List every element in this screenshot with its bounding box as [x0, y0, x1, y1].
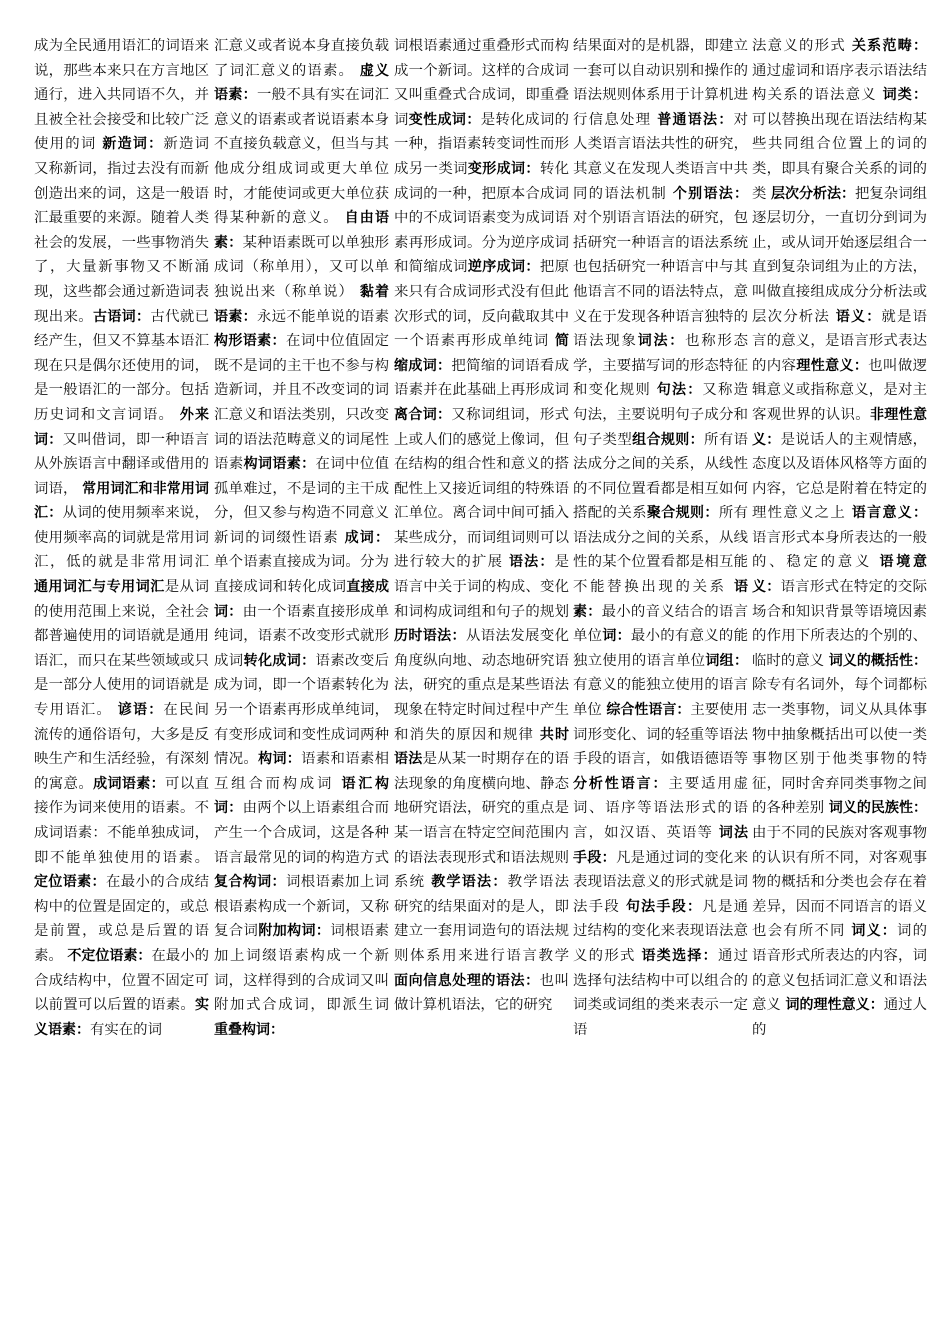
definition-text: 由于不同的民族对客观事物的认识有所不同，对客观事物的概括和分类也会存在着差异，因而不同语言的语义也会有所不同 — [752, 825, 927, 940]
definition-text: 是语言中关于词的构成、变化和词构成词组和句子的规划 — [394, 554, 569, 620]
definition-text: 在民间流传的通俗语句，大多是反映生产和生活经验，有深刻的寓意。 — [34, 702, 209, 792]
term-heading: 词： — [602, 628, 631, 645]
definition-text: 是从某一时期存在的语法现象的角度横向地、静态地研究语法，研究的重点是某一语言在特定空间范围内的语法表现形式和语法规则系统 — [394, 751, 569, 891]
term-heading: 词法手段： — [573, 825, 748, 866]
term-heading: 黏着语素： — [214, 283, 389, 325]
definition-text: 从语法发展变化角度纵向地、动态地研究语法，研究的重点是某些语法现象在特定时间过程中产生和消失的原因和规律 — [394, 628, 569, 743]
definition-text: 转化成词的一种，把原本合成词中的不成词语素变为成词语素再形成词。分为逆序成词和简缩成词 — [394, 160, 569, 276]
definition-text: 教学语法研究的结果面对的是人，即建立一套用词造句的语法规则体系用来进行语言教学 — [394, 874, 569, 964]
text-column-2 — [214, 34, 389, 1334]
term-heading: 综合性语言： — [606, 702, 691, 719]
text-column-5 — [752, 34, 927, 1334]
definition-text: 是转化成词的一种，指语素转变词性而形成另一类词 — [394, 111, 569, 177]
term-heading: 定位语素： — [34, 874, 106, 891]
definition-text: 词根语素加上词根语素构成一个新词，又称复合词 — [214, 874, 389, 940]
term-heading: 外来词： — [34, 406, 209, 448]
term-heading: 词义的概括性： — [828, 652, 927, 669]
term-heading: 附加构词： — [258, 923, 331, 940]
term-heading: 不定位语素： — [67, 947, 152, 964]
term-heading: 词类： — [882, 87, 927, 104]
term-heading: 语境意义： — [752, 554, 927, 596]
term-heading: 句法手段： — [625, 898, 703, 915]
term-heading: 词义： — [851, 923, 897, 940]
term-heading: 语汇构词： — [214, 775, 389, 817]
term-heading: 理性意义： — [796, 357, 869, 374]
term-heading: 语素： — [573, 579, 748, 620]
term-heading: 离合词： — [394, 406, 452, 423]
term-heading: 成词语素： — [93, 775, 166, 792]
term-heading: 词法： — [637, 333, 686, 350]
definition-text: 语言形式本身所表达的一般的、稳定的意义 — [752, 529, 927, 571]
definition-text: 就是语言的意义，是语言形式表达的内容 — [752, 308, 927, 374]
definition-text: 也叫做逻辑意义或指称意义，是对主客观世界的认识。 — [752, 357, 927, 423]
term-heading: 转化成词： — [243, 652, 316, 669]
definition-text: 又称词组词，形式上或人们的感觉上像词，但在结构的组合性和意义的搭配性上又接近词组的特殊语汇单位。离合词中间可插入某些成分，而词组词则可以进行较大的扩展 — [394, 406, 569, 571]
definition-text: 从词的使用频率来说，使用频率高的词就是常用词汇，低的就是非常用词汇 — [34, 505, 209, 571]
term-heading: 古语词： — [92, 308, 151, 325]
term-heading: 构词： — [258, 751, 302, 768]
term-heading: 历时语法： — [394, 628, 466, 645]
term-heading: 自由语素： — [214, 210, 389, 251]
definition-text: 是说话人的主观情感，态度以及语体风格等方面的内容，它总是附着在特定的理性意义之上 — [752, 431, 927, 522]
term-heading: 谚语： — [117, 702, 164, 719]
term-heading: 变形成词： — [467, 160, 540, 177]
definition-text: 把简缩的词语看成语素并在此基础上再形成词 — [394, 357, 569, 399]
text-column-3 — [394, 34, 569, 1334]
definition-text: 通过虚词和语序表示语法结构关系的语法意义 — [752, 62, 927, 104]
definition-text: 词根语素通过重叠形式而构成一个新词。这样的合成词又叫重叠式合成词，即重叠词 — [394, 38, 569, 128]
term-heading: 语言意义： — [851, 505, 927, 522]
term-heading: 个别语法： — [672, 185, 748, 202]
definition-text: 在最小的合成结构中，位置不固定可以前置可以后置的语素。 — [34, 947, 209, 1014]
term-heading: 成词： — [344, 529, 389, 546]
definition-text: 词根语素加上词缀语素构成一个新词，这样得到的合成词又叫附加式合成词，即派生词 — [214, 923, 389, 1014]
definition-text: 成为全民通用语汇的词语来说，那些本来只在方言地区通行，进入共同语不久，并且被全社会接受和比较广泛使用的词 — [34, 38, 209, 153]
term-heading: 重叠构词： — [214, 1021, 284, 1038]
definition-text: 是从词的使用范围上来说，全社会都普遍使用的词语就是通用语汇，而只在某些领域或只是一部分人使用的词语就是专用语汇。 — [34, 579, 209, 719]
definition-text: 也叫做计算机语法，它的研究 — [394, 972, 569, 1014]
term-heading: 词组： — [705, 652, 748, 669]
term-heading: 分析性语言： — [573, 775, 669, 792]
term-heading: 构形语素： — [214, 333, 286, 350]
term-heading: 语类选择： — [641, 947, 718, 964]
term-heading: 实义语素： — [34, 997, 209, 1038]
term-heading: 共时语法 — [394, 726, 569, 768]
term-heading: 词的理性意义： — [785, 997, 884, 1014]
definition-text: 有意义的能独立使用的语言单位 — [573, 677, 748, 719]
definition-text: 在词中位值固定既不是词的主干也不参与构造新词，并且不改变词的词汇意义和语法类别，只改变词的语法范畴意义的词尾性语素 — [214, 333, 389, 473]
definition-text: 所有语法成分之间的关系，从线性的某个位置看都是相互能不能替换出现的关系 — [573, 505, 748, 596]
definition-text: 把复杂词组逐层切分，一直切分到词为止，或从词开始逐层组合一直到复杂词组为止的方法，叫做直接组成成分分析法或层次分析法 — [752, 185, 927, 325]
term-heading: 句法： — [656, 382, 703, 399]
term-heading: 复合构词： — [214, 874, 286, 891]
definition-text: 对人类语言语法共性的研究，其意义在发现人类语言中共同的语法机制 — [573, 111, 748, 202]
definition-text: 可以替换出现在语法结构某些共同组合位置上的词的类，即具有聚合关系的词的类 — [752, 111, 927, 202]
definition-text: 主要适用虚词、语序等语法形式的语言，如汉语、英语等 — [573, 775, 748, 841]
definition-text: 有实在的词 — [90, 1021, 162, 1038]
definition-text: 对个别语言语法的研究，包括研究一种语言的语法系统也包括研究一种语言中与其他语言不同的语法特点，意义在于发现各种语言独特的语法现象 — [573, 210, 748, 350]
definition-text: 语言形式在特定的交际场合和知识背景等语境因素的作用下所表达的个别的、临时的意义 — [752, 579, 927, 669]
term-heading: 聚合规则： — [646, 505, 719, 522]
definition-text: 永远不能单说的语素 — [256, 308, 389, 325]
definition-text: 由两个以上语素组合而产生一个合成词，这是各种语言最常见的词的构造方式 — [214, 800, 389, 866]
term-heading: 变性成词： — [408, 111, 481, 128]
text-column-4 — [573, 34, 748, 1334]
definition-text: 由一个语素直接形成单纯词，语素不改变形式就形成词 — [214, 603, 389, 669]
term-heading: 语义： — [835, 308, 882, 325]
definition-text: 汇意义或者说本身直接负载了词汇意义的语素。 — [214, 38, 389, 79]
definition-text: 通过选择句法结构中可以组合的词类或词组的类来表示一定语 — [573, 947, 748, 1038]
term-heading: 组合规则： — [632, 431, 705, 448]
definition-text: 凡是通过结构的变化来表现语法意义的形式 — [573, 898, 748, 964]
definition-text: 所有语法成分之间的关系，从线性的不同位置看都是相互如何搭配的关系 — [573, 431, 748, 522]
term-heading: 词义的民族性： — [828, 800, 927, 817]
definition-text: 凡是通过词的变化来表现语法意义的形式就是词法手段 — [573, 849, 748, 915]
definition-text: 单个语素直接成为词。分为直接成词和转化成词 — [214, 554, 389, 596]
term-heading: 直接成词： — [214, 579, 389, 620]
term-heading: 非理性意义： — [752, 406, 927, 448]
term-heading: 简缩成词： — [394, 333, 569, 374]
definition-text: 也称形态学，主要描写词的形态特征和变化规则 — [573, 333, 748, 399]
definition-text: 把原来只有合成词形式没有但此次形式的词，反向截取其中一个语素再形成单纯词 — [394, 259, 569, 350]
definition-text: 除专有名词外，每个词都标志一类事物，词义从具体事物中抽象概括出可以使一类事物区别于他类事物的特征，同时舍弃同类事物之间的各种差别 — [752, 677, 927, 817]
term-heading: 常用词汇和非常用词汇： — [34, 480, 209, 522]
term-heading: 教学语法： — [431, 874, 508, 891]
term-heading: 面向信息处理的语法： — [394, 972, 540, 989]
definition-text: 一般不具有实在词汇意义的语素或者说语素本身不直接负载意义，但当与其他成分组成词或更大单位时，才能使词或更大单位获得某种新的意义。 — [214, 87, 389, 227]
definition-text: 主要使用词形变化、词的轻重等语法手段的语言，如俄语德语等 — [573, 702, 748, 768]
definition-text: 古代就已经产生，但又不算基本语汇现在只是偶尔还使用的词，是一般语汇的一部分。包括历史词和文言词语。 — [34, 308, 209, 423]
term-heading: 虚义语素： — [214, 62, 389, 104]
term-heading: 逆序成词： — [467, 259, 540, 276]
definition-text: 语素和语素相互组合而构成词 — [214, 751, 389, 792]
definition-text: 词的语音形式所表达的内容，词的意义包括词汇意义和语法意义 — [752, 923, 927, 1014]
term-heading: 关系范畴： — [851, 38, 927, 54]
term-heading: 构词语素： — [243, 456, 316, 473]
definition-text: 法意义的形式 — [752, 38, 852, 54]
definition-text: 结果面对的是机器，即建立一套可以自动识别和操作的语法规则体系用于计算机进行信息处理 — [573, 38, 748, 128]
term-heading: 通用词汇与专用词汇 — [34, 579, 165, 596]
definition-text: 某种语素既可以单独形成词（称单用），又可以单独说出来（称单说） — [214, 234, 389, 300]
definition-text: 新造词又称新词，指过去没有而新创造出来的词，这是一般语汇最重要的来源。随着人类社会的发展，一些事物消失了，大量新事物又不断涌现，这些都会通过新造词表现出来。 — [34, 136, 209, 325]
definition-text: 又称造句法，主要说明句子成分和句子类型 — [573, 382, 748, 448]
term-heading: 普通语法： — [657, 111, 734, 128]
text-column-1 — [34, 34, 209, 1334]
term-heading: 层次分析法： — [770, 185, 856, 202]
definition-text: 最小的有意义的能独立使用的语言单位 — [573, 628, 748, 669]
term-heading: 语法： — [508, 554, 555, 571]
definition-text: 语素改变后成为词，即一个语素转化为另一个语素再形成单纯词，有变形成词和变性成词两种情况。 — [214, 652, 389, 768]
definition-text: 在最小的合成结构中的位置是固定的，或总是前置，或总是后置的语素。 — [34, 874, 209, 964]
definition-text: 可以直接作为词来使用的语素。不成词语素：不能单独成词，即不能单独使用的语素。 — [34, 775, 209, 866]
term-heading: 新造词： — [102, 136, 164, 153]
definition-text: 又叫借词，即一种语言从外族语言中翻译或借用的词语， — [34, 431, 209, 497]
definition-text: 在词中位值孤单难过，不是词的主干成分，但又参与构造不同意义新词的词缀性语素 — [214, 456, 389, 546]
definition-text: 通过人的 — [752, 997, 927, 1038]
definition-text: 最小的音义结合的语言单位 — [573, 603, 748, 645]
